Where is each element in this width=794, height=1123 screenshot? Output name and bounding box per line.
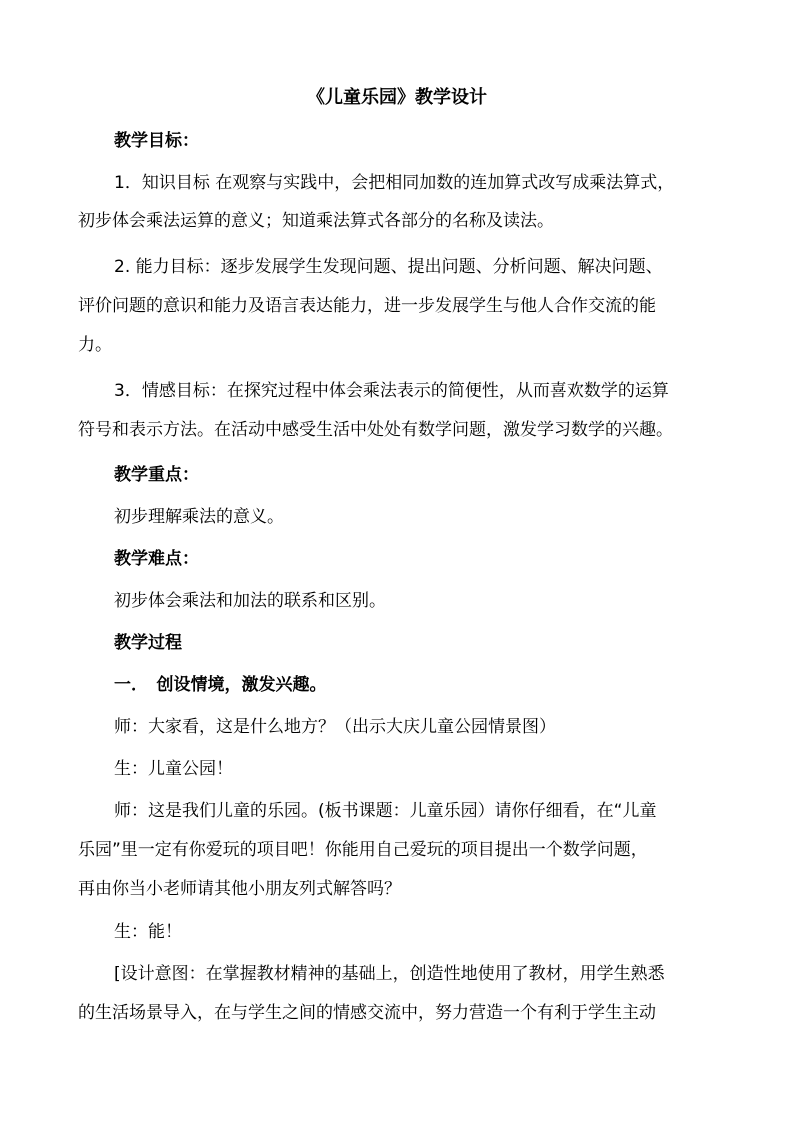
paragraph-line: 符号和表示方法。在活动中感受生活中处处有数学问题，激发学习数学的兴趣。	[78, 420, 673, 440]
paragraph-line: 的生活场景导入，在与学生之间的情感交流中，努力营造一个有利于学生主动	[78, 1003, 656, 1023]
paragraph-line: 生：儿童公园！	[114, 759, 233, 779]
paragraph-line: 生：能！	[114, 922, 182, 942]
paragraph-line: 力。	[78, 335, 112, 355]
paragraph-line: 乐园”里一定有你爱玩的项目吧！你能用自己爱玩的项目提出一个数学问题，	[78, 840, 648, 860]
heading-objectives: 教学目标：	[114, 131, 199, 151]
section-heading-1: 一． 创设情境，激发兴趣。	[114, 675, 327, 695]
paragraph-line: [设计意图：在掌握教材精神的基础上，创造性地使用了教材，用学生熟悉	[114, 964, 665, 984]
paragraph-line: 初步体会乘法运算的意义；知道乘法算式各部分的名称及读法。	[78, 211, 554, 231]
paragraph-line: 评价问题的意识和能力及语言表达能力，进一步发展学生与他人合作交流的能	[78, 296, 656, 316]
paragraph-line: 再由你当小老师请其他小朋友列式解答吗？	[78, 879, 401, 899]
paragraph-line: 初步理解乘法的意义。	[114, 507, 284, 527]
paragraph-line: 师：这是我们儿童的乐园。(板书课题：儿童乐园）请你仔细看，在“儿童	[114, 801, 657, 821]
paragraph-line: 初步体会乘法和加法的联系和区别。	[114, 591, 386, 611]
document-title: 《儿童乐园》教学设计	[307, 87, 487, 108]
heading-difficulties: 教学难点：	[114, 549, 199, 569]
heading-key-points: 教学重点：	[114, 465, 199, 485]
paragraph-line: 师：大家看，这是什么地方？（出示大庆儿童公园情景图）	[114, 717, 556, 737]
paragraph-line: 3．情感目标：在探究过程中体会乘法表示的简便性，从而喜欢数学的运算	[114, 381, 669, 401]
paragraph-line: 2. 能力目标：逐步发展学生发现问题、提出问题、分析问题、解决问题、	[114, 257, 663, 277]
paragraph-line: 1．知识目标 在观察与实践中，会把相同加数的连加算式改写成乘法算式，	[114, 173, 675, 193]
heading-process: 教学过程	[114, 633, 182, 653]
